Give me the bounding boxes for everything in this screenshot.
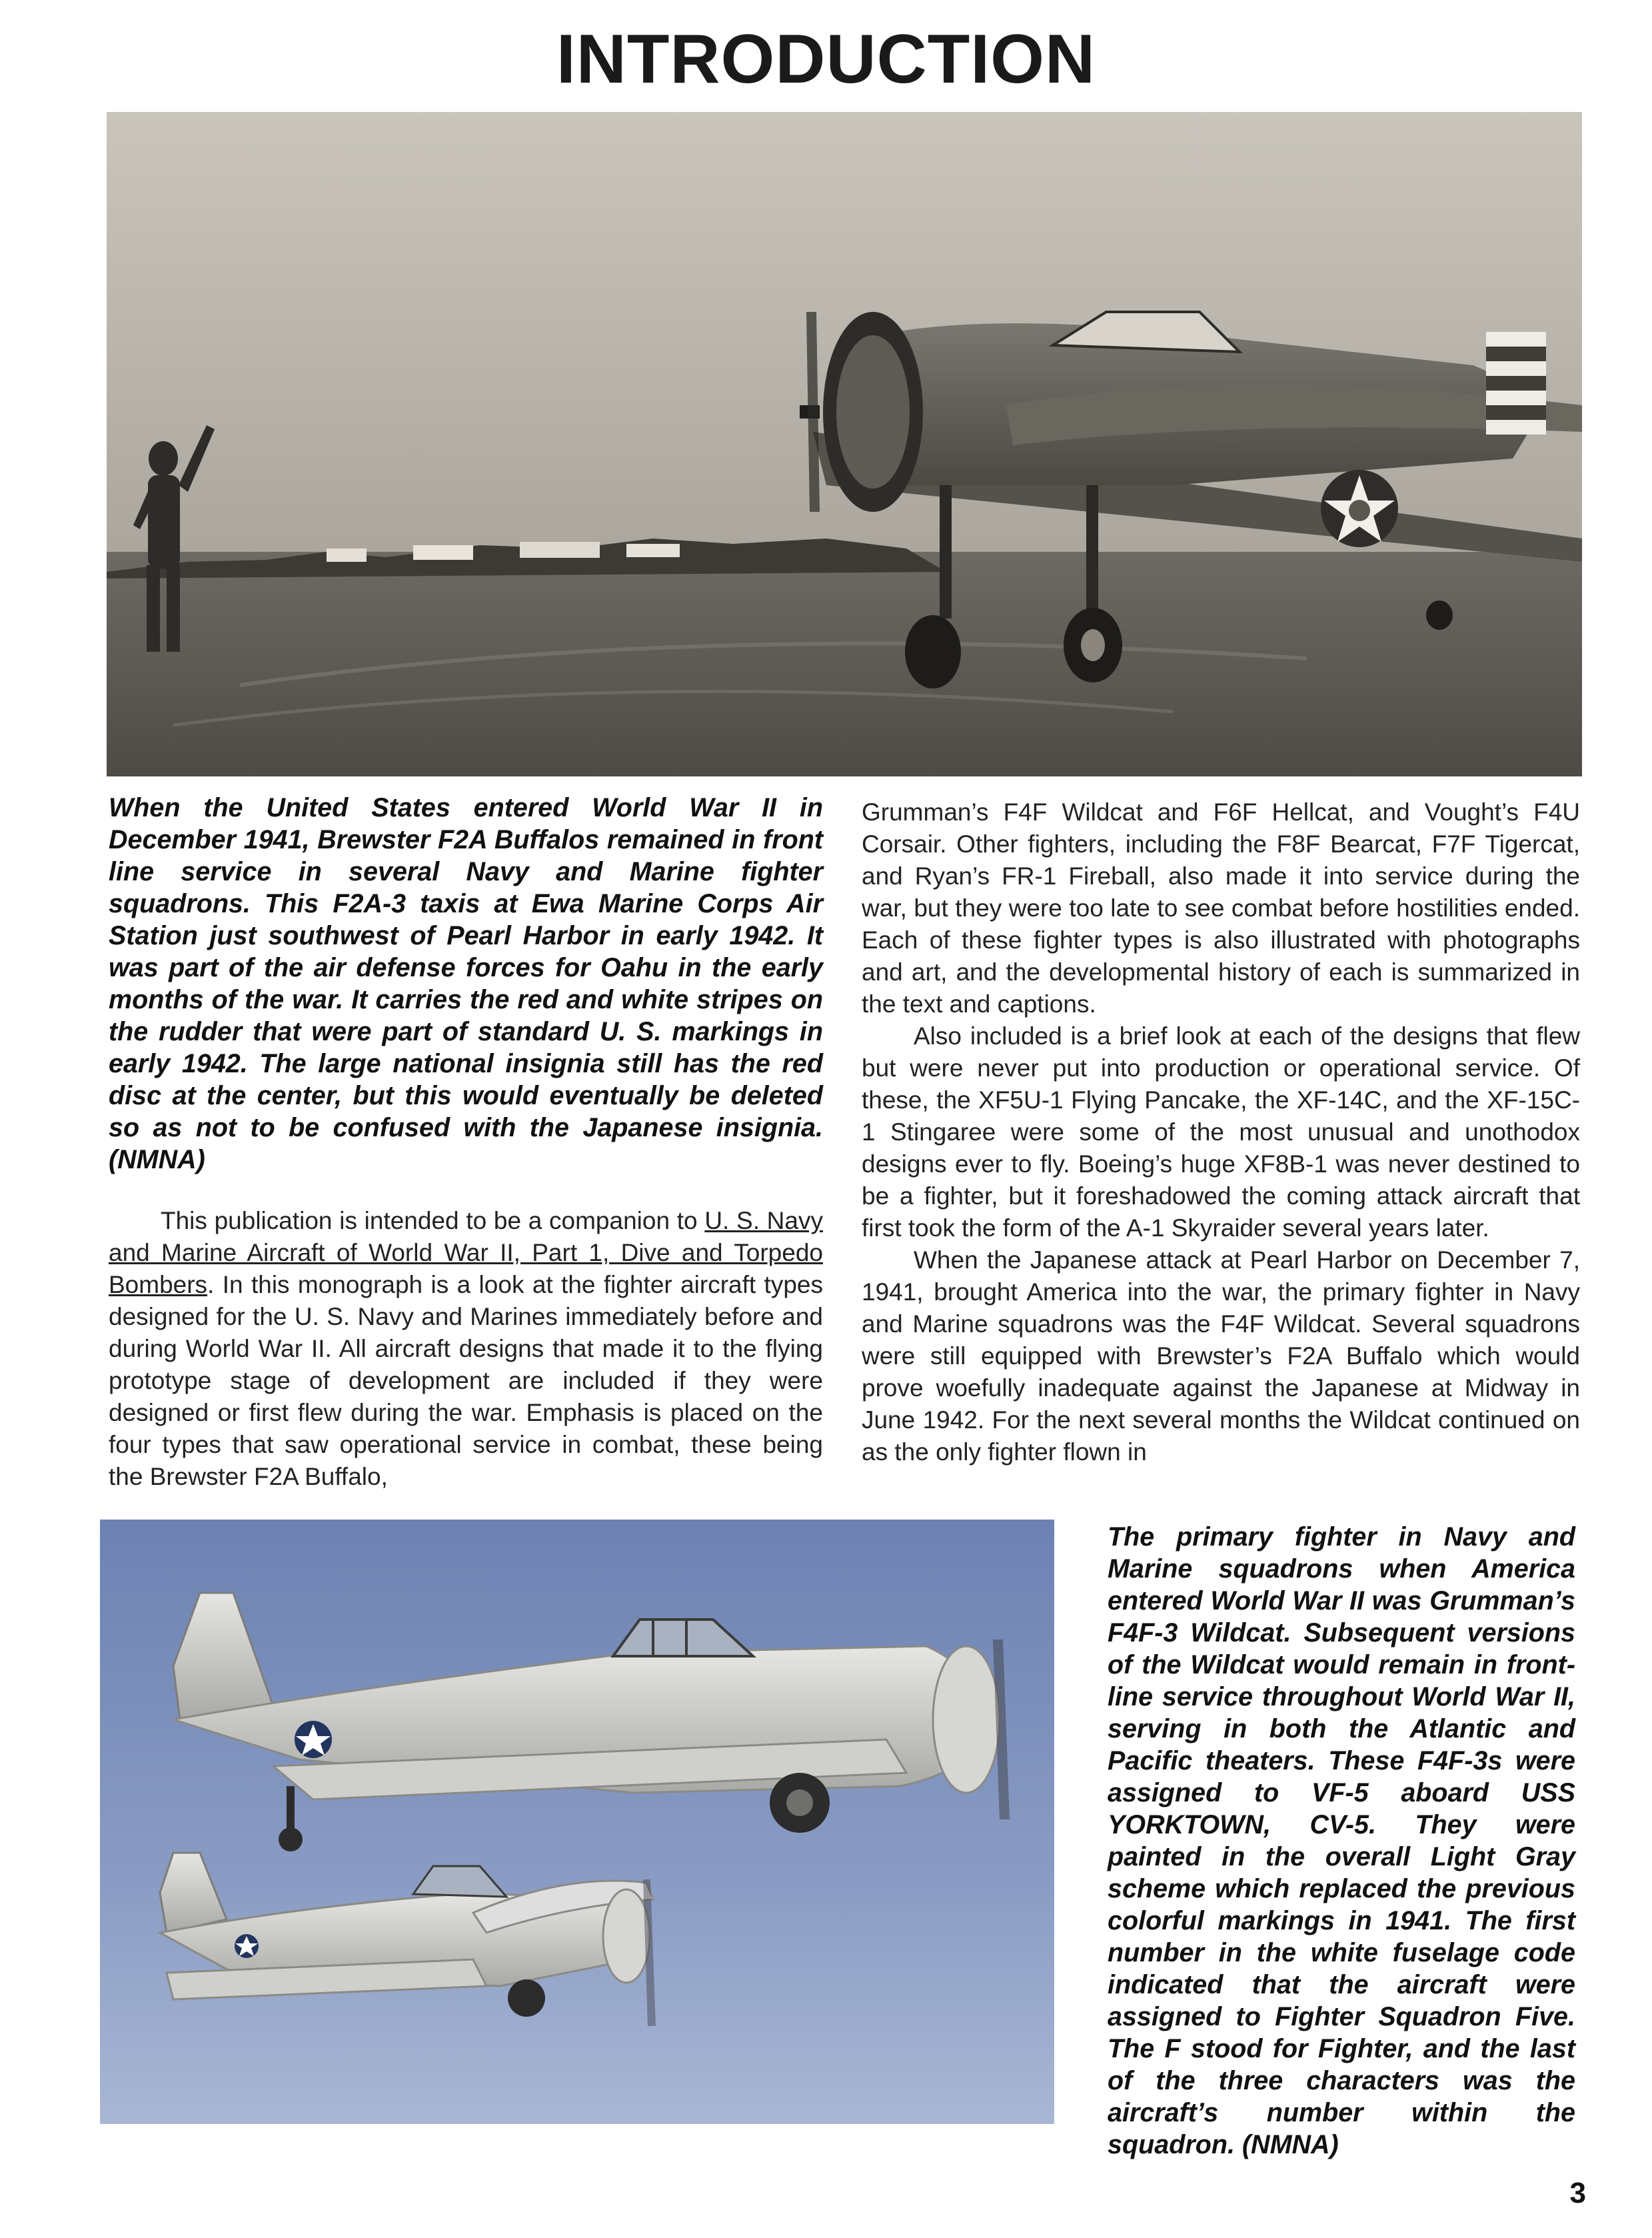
photo-f2a-buffalo <box>107 112 1582 776</box>
paragraph-pearl-harbor: When the Japanese attack at Pearl Harbor on December 7, 1941, brought America into the war, the primary fighter in Navy and Marine squadrons was the F4F Wildcat. Several squadrons were still equipped with Brewster’s F2A Buffalo which would prove woefully inadequate against the Japanese at Midway in June 1942. For the next several months the Wildcat continued on as the only fighter flown in <box>862 1246 1580 1466</box>
page-title: INTRODUCTION <box>556 21 1096 98</box>
intro-rest: . In this monograph is a look at the fighter aircraft types designed for the U. S. Navy and Marines immediately before and during World War II. All aircraft designs that made it to the flying prototype stage of development are included if they were designed or first flew during the war. Emphasis is placed on the four types that saw operational service in combat, these being the Brewster F2A Buffalo, <box>109 1271 823 1490</box>
photo-f4f-wildcats <box>100 1520 1054 2124</box>
paragraph-prototypes: Also included is a brief look at each of the designs that flew but were never put into production or operational service. Of these, the XF5U-1 Flying Pancake, the XF-14C, and the XF-15C-1 Stingaree were some of the most unusual and unothodox designs ever to fly. Boeing’s huge XF8B-1 was never destined to be a fighter, but it foreshadowed the coming attack aircraft that first took the form of the A-1 Skyraider several years later. <box>862 1022 1580 1242</box>
paragraph-intro <box>109 1205 823 1493</box>
page-number: 3 <box>1569 2177 1586 2209</box>
caption-f4f: The primary fighter in Navy and Marine squadrons when America entered World War II was Grumman’s F4F-3 Wildcat. Subsequent versions of the Wildcat would remain in front-line service throughout World War II, serving in both the Atlantic and Pacific theaters. These F4F-3s were assigned to VF-5 aboard USS YORKTOWN, CV-5. They were painted in the overall Light Gray scheme which replaced the previous colorful markings in 1941. The first number in the white fuselage code indicated that the aircraft were assigned to Fighter Squadron Five. The F stood for Fighter, and the last of the three characters was the aircraft’s number within the squadron. (NMNA) <box>1108 1522 1575 2159</box>
national-insignia <box>1321 470 1398 547</box>
f2a-photo-illustration <box>107 112 1582 776</box>
rudder-stripes <box>1486 332 1546 435</box>
companion-title-reference: U. S. Navy and Marine Aircraft of World War II, Part 1, Dive and Torpedo Bombers <box>109 1207 823 1298</box>
intro-lead: This publication is intended to be a companion to <box>161 1207 705 1234</box>
f4f-photo-illustration <box>100 1520 1054 2124</box>
caption-f2a: When the United States entered World War II in December 1941, Brewster F2A Buffalos remained in front line service in several Navy and Marine fighter squadrons. This F2A-3 taxis at Ewa Marine Corps Air Station just southwest of Pearl Harbor in early 1942. It was part of the air defense forces for Oahu in the early months of the war. It carries the red and white stripes on the rudder that were part of standard U. S. markings in early 1942. The large national insignia still has the red disc at the center, but this would eventually be deleted so as not to be confused with the Japanese insignia. (NMNA) <box>109 793 823 1174</box>
body-column-right <box>862 796 1580 1468</box>
paragraph-intro-continued: Grumman’s F4F Wildcat and F6F Hellcat, and Vought’s F4U Corsair. Other fighters, including the F8F Bearcat, F7F Tigercat, and Ryan’s FR-1 Fireball, also made it into service during the war, but they were too late to see combat before hostilities ended. Each of these fighter types is also illustrated with photographs and art, and the developmental history of each is summarized in the text and captions. <box>862 798 1580 1018</box>
body-column-left <box>109 1205 823 1493</box>
